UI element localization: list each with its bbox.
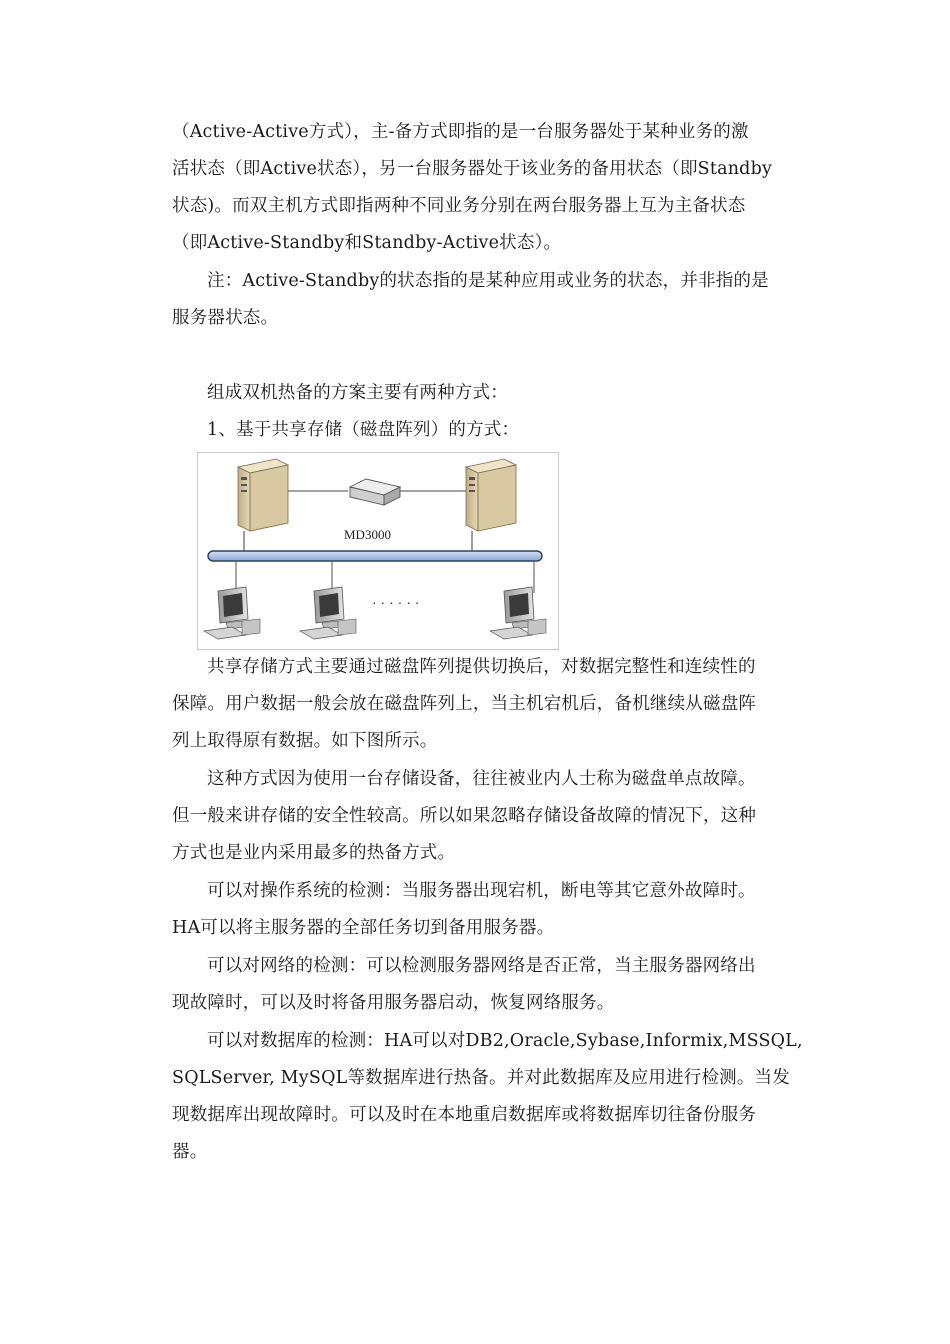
- paragraph-os-detection: [172, 873, 812, 947]
- text-line: （Active-Active方式），主-备方式即指的是一台服务器处于某种业务的激: [172, 122, 749, 142]
- topology-svg: [198, 453, 558, 649]
- text-line: 这种方式因为使用一台存储设备，往往被业内人士称为磁盘单点故障。: [207, 769, 756, 789]
- text-line: 可以对操作系统的检测：当服务器出现宕机，断电等其它意外故障时。: [207, 881, 756, 901]
- text-line: SQLServer, MySQL等数据库进行热备。并对此数据库及应用进行检测。当发: [172, 1068, 790, 1088]
- paragraph-active-standby-modes: [172, 114, 812, 262]
- shared-storage-diagram: [197, 452, 559, 650]
- paragraph-network-detection: [172, 948, 812, 1022]
- text-line: 现数据库出现故障时。可以及时在本地重启数据库或将数据库切往备份服务: [172, 1105, 757, 1125]
- text-line: 组成双机热备的方案主要有两种方式：: [207, 383, 508, 403]
- text-line: 列上取得原有数据。如下图所示。: [172, 731, 438, 751]
- server-right-icon: [466, 459, 516, 531]
- text-line: 器。: [172, 1142, 208, 1162]
- text-line: 1、基于共享存储（磁盘阵列）的方式：: [207, 420, 520, 440]
- storage-array-icon: [350, 479, 400, 505]
- server-left-icon: [238, 459, 288, 531]
- text-line: 可以对网络的检测：可以检测服务器网络是否正常，当主服务器网络出: [207, 956, 756, 976]
- text-line: 可以对数据库的检测：HA可以对DB2,Oracle,Sybase,Informix,MSSQL,: [207, 1031, 803, 1051]
- client-computer-icon: [490, 587, 546, 639]
- storage-label: MD3000: [344, 527, 391, 542]
- paragraph-shared-storage: [172, 649, 812, 760]
- paragraph-database-detection: [172, 1023, 812, 1171]
- paragraph-note: [172, 263, 812, 337]
- ellipsis-label: · · · · · ·: [372, 594, 420, 610]
- text-line: 状态)。而双主机方式即指两种不同业务分别在两台服务器上互为主备状态: [172, 196, 746, 216]
- text-line: 保障。用户数据一般会放在磁盘阵列上，当主机宕机后，备机继续从磁盘阵: [172, 694, 757, 714]
- text-line: 注：Active-Standby的状态指的是某种应用或业务的状态，并非指的是: [207, 271, 769, 291]
- text-line: （即Active-Standby和Standby-Active状态）。: [172, 233, 562, 253]
- text-line: 活状态（即Active状态），另一台服务器处于该业务的备用状态（即Standby: [172, 159, 773, 179]
- text-line: 共享存储方式主要通过磁盘阵列提供切换后，对数据完整性和连续性的: [207, 657, 756, 677]
- network-bus: [208, 551, 542, 561]
- client-computer-icon: [300, 587, 356, 639]
- client-computer-icon: [204, 587, 260, 639]
- paragraph-solutions-intro: [172, 375, 812, 449]
- text-line: 现故障时，可以及时将备用服务器启动，恢复网络服务。: [172, 993, 615, 1013]
- paragraph-single-point: [172, 761, 812, 872]
- text-line: 但一般来讲存储的安全性较高。所以如果忽略存储设备故障的情况下，这种: [172, 806, 757, 826]
- text-line: HA可以将主服务器的全部任务切到备用服务器。: [172, 918, 555, 938]
- text-line: 方式也是业内采用最多的热备方式。: [172, 843, 456, 863]
- text-line: 服务器状态。: [172, 308, 279, 328]
